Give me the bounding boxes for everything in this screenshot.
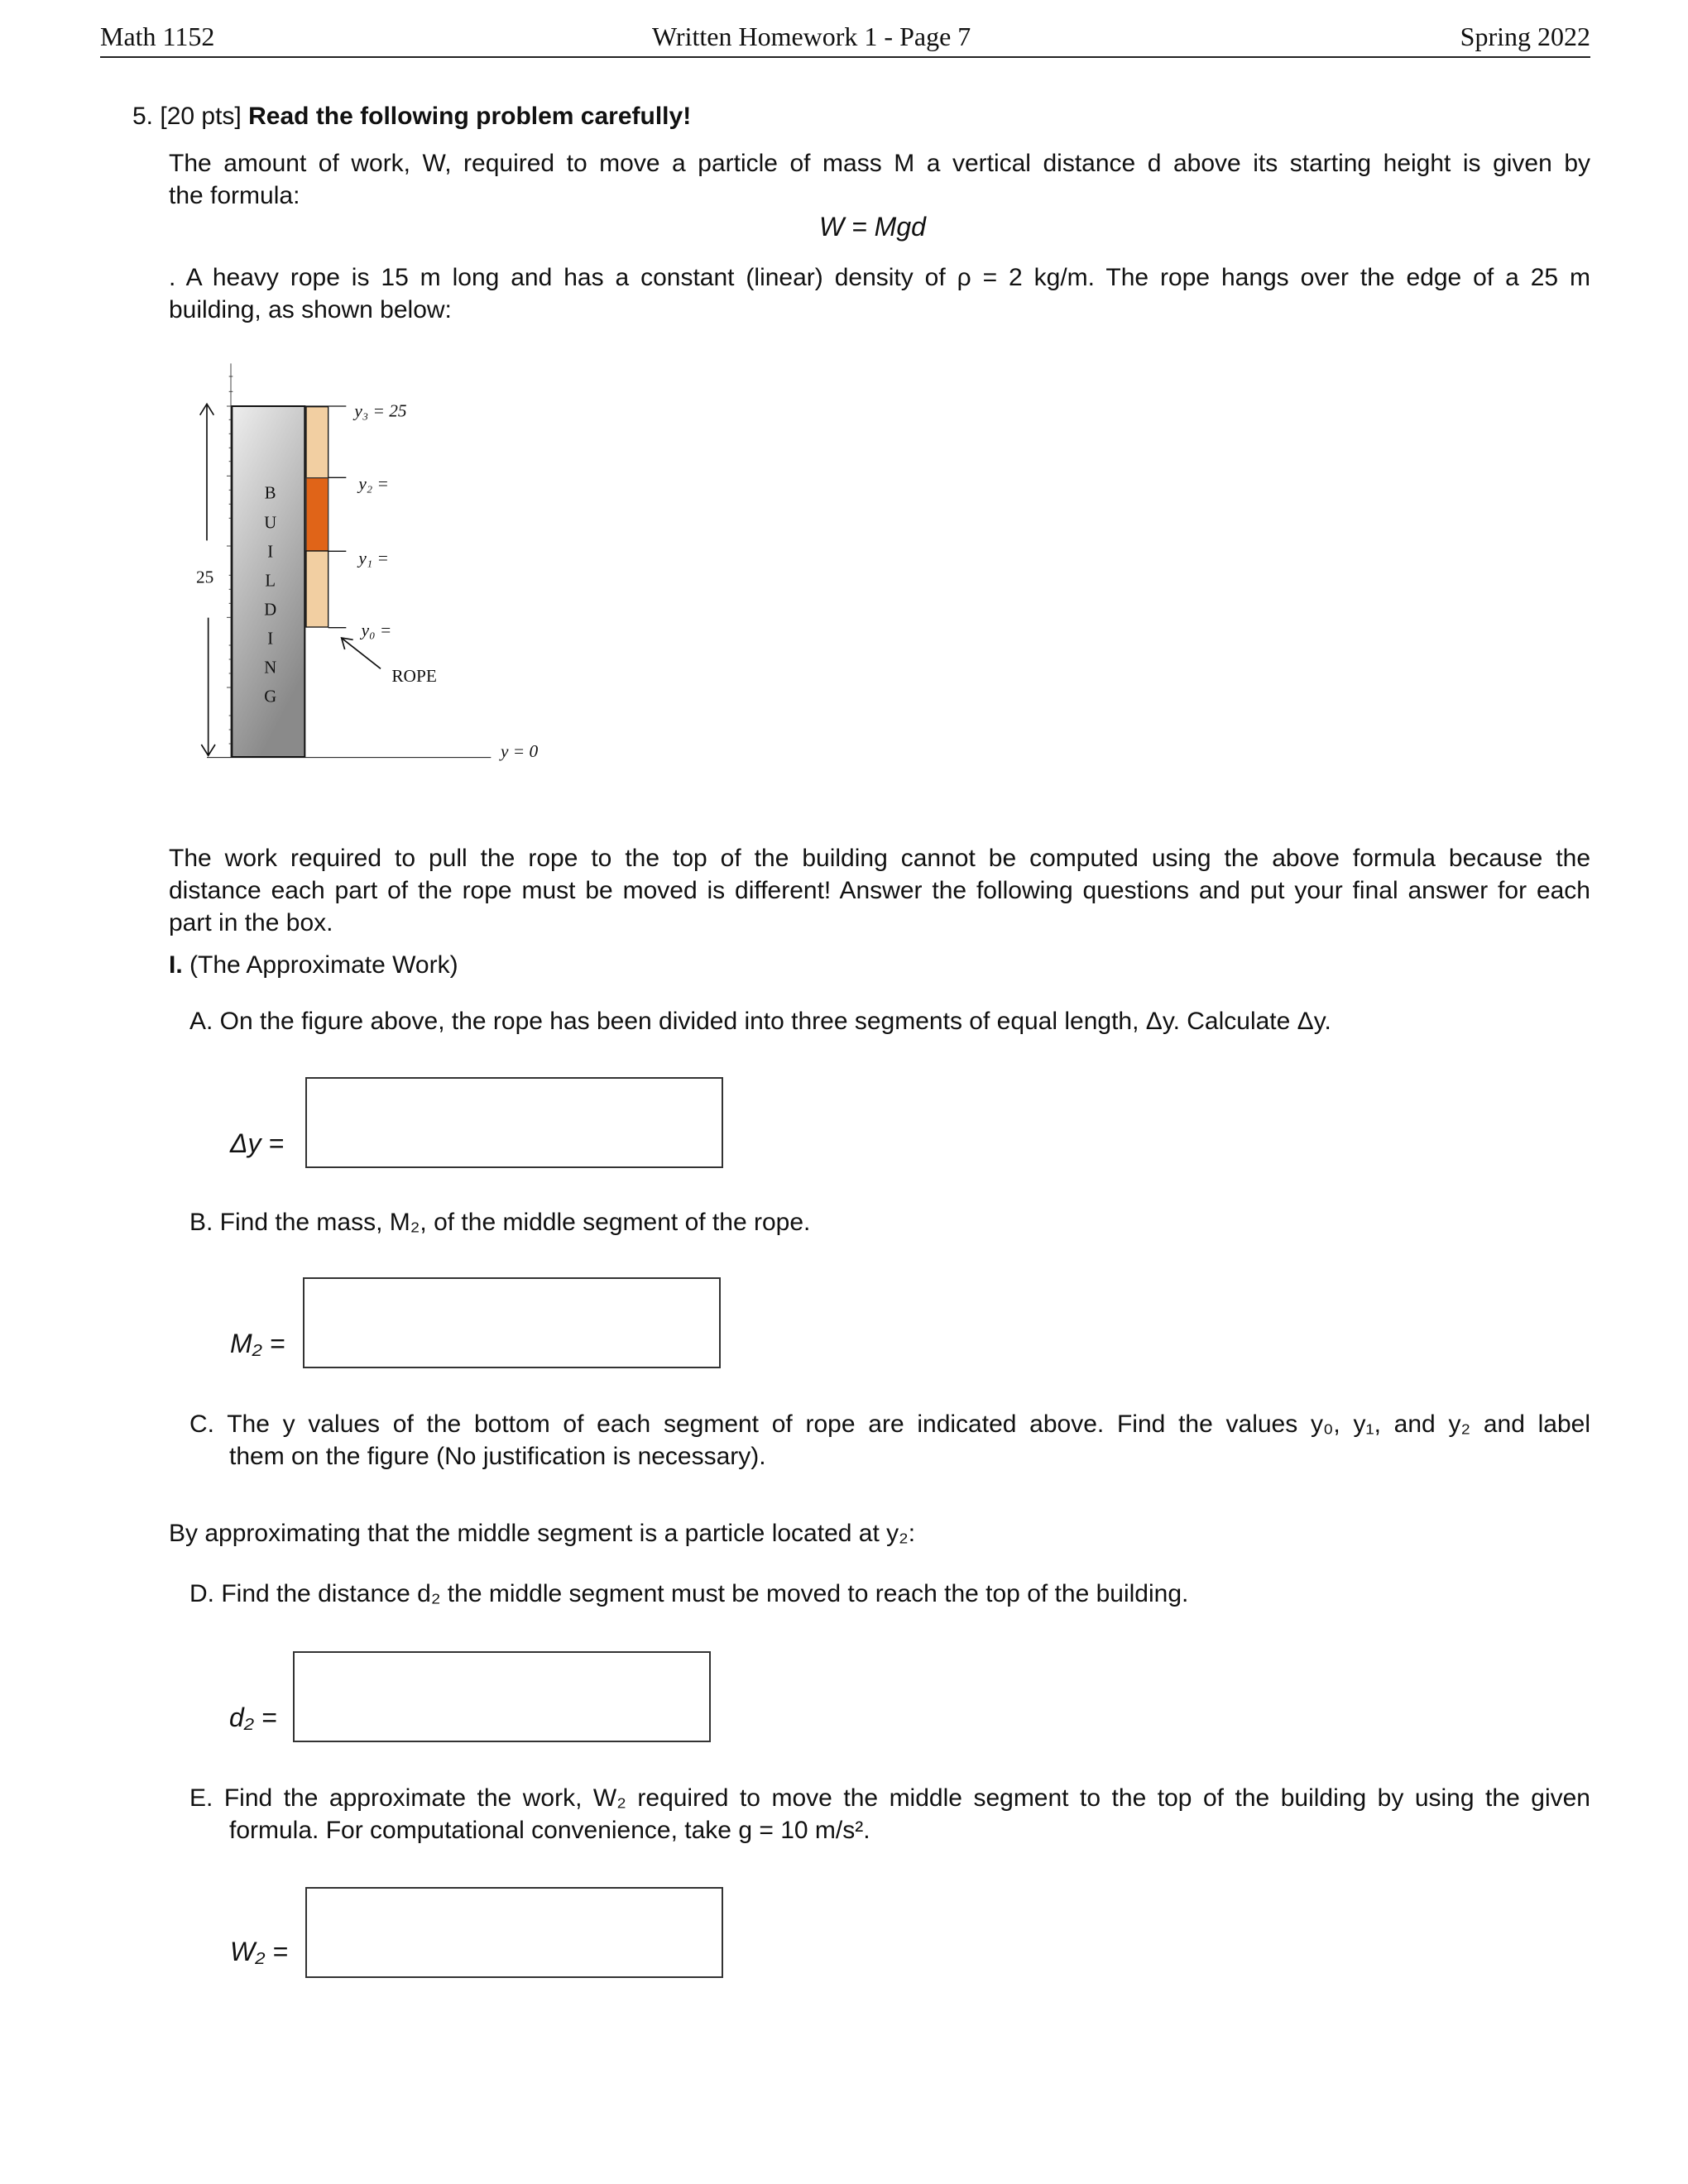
rope-top-segment (306, 407, 328, 478)
building-letter: I (267, 630, 274, 649)
building-letter: I (267, 543, 274, 562)
y0-label: y₀ = (361, 620, 392, 640)
y3-label: y₃ = 25 (354, 400, 407, 421)
question-C-line-1: C. The y values of the bottom of each segment of rope are indicated above. Find the values y₀, y₁, and y₂ and label (189, 1410, 1590, 1438)
building-letter: U (264, 514, 277, 533)
intro-line-1: The amount of work, W, required to move a particle of mass M a vertical distance d above its starting height is given by (169, 150, 1590, 177)
part-number: I. (169, 951, 183, 979)
height-label: 25 (196, 567, 214, 587)
w2-label: W₂ = (230, 1937, 288, 1966)
delta-y-label: Δy = (230, 1128, 285, 1158)
building-letter: D (264, 601, 277, 620)
rope-middle-segment (306, 478, 328, 551)
header-rule (100, 56, 1590, 58)
question-E-line-2: formula. For computational convenience, take g = 10 m/s². (229, 1817, 870, 1844)
question-D: D. Find the distance d₂ the middle segment must be moved to reach the top of the building. (189, 1580, 1189, 1607)
building-letter: B (264, 484, 276, 503)
rope-line-2: building, as shown below: (169, 296, 452, 323)
m2-label: M₂ = (230, 1329, 285, 1358)
problem-instruction: Read the following problem carefully! (248, 103, 692, 130)
course-name: Math 1152 (100, 22, 215, 51)
part-title: (The Approximate Work) (182, 951, 458, 979)
work-line-1: The work required to pull the rope to the top of the building cannot be computed using the above formula because the (169, 845, 1590, 872)
y2-label: y₂ = (358, 473, 389, 494)
approximation-note: By approximating that the middle segment is a particle located at y₂: (169, 1520, 916, 1547)
delta-y-answer-box[interactable] (305, 1077, 723, 1168)
building-letter: L (265, 572, 276, 591)
d2-label: d₂ = (229, 1703, 277, 1732)
ground-label: y = 0 (501, 741, 539, 761)
page-title: Written Homework 1 - Page 7 (652, 22, 971, 51)
intro-line-2: the formula: (169, 182, 300, 209)
part-I-heading (169, 951, 458, 979)
question-E-line-1: E. Find the approximate the work, W₂ required to move the middle segment to the top of the building by using the given (189, 1784, 1590, 1812)
y1-label: y₁ = (358, 548, 389, 568)
problem-heading (132, 103, 691, 131)
problem-points: [20 pts] (160, 103, 242, 130)
m2-answer-box[interactable] (303, 1277, 721, 1368)
work-line-3: part in the box. (169, 909, 333, 936)
building-rope-figure (165, 347, 579, 794)
work-formula: W = Mgd (819, 212, 926, 242)
w2-answer-box[interactable] (305, 1887, 723, 1978)
rope-label: ROPE (391, 666, 437, 686)
building-letter: N (264, 659, 277, 678)
rope-bottom-segment (306, 551, 328, 627)
building-letter: G (264, 687, 277, 706)
question-C-line-2: them on the figure (No justification is necessary). (229, 1443, 766, 1470)
term: Spring 2022 (1460, 22, 1590, 51)
question-B: B. Find the mass, M₂, of the middle segment of the rope. (189, 1209, 811, 1236)
d2-answer-box[interactable] (293, 1651, 711, 1742)
problem-number: 5. (132, 103, 154, 130)
rope-line-1: . A heavy rope is 15 m long and has a constant (linear) density of ρ = 2 kg/m. The rope hangs over the edge of a 25 m (169, 264, 1590, 291)
question-A: A. On the figure above, the rope has been divided into three segments of equal length, Δy. Calculate Δy. (189, 1008, 1331, 1035)
work-line-2: distance each part of the rope must be moved is different! Answer the following questions and put your final answer for each (169, 877, 1590, 904)
rope-arrow (342, 639, 381, 669)
